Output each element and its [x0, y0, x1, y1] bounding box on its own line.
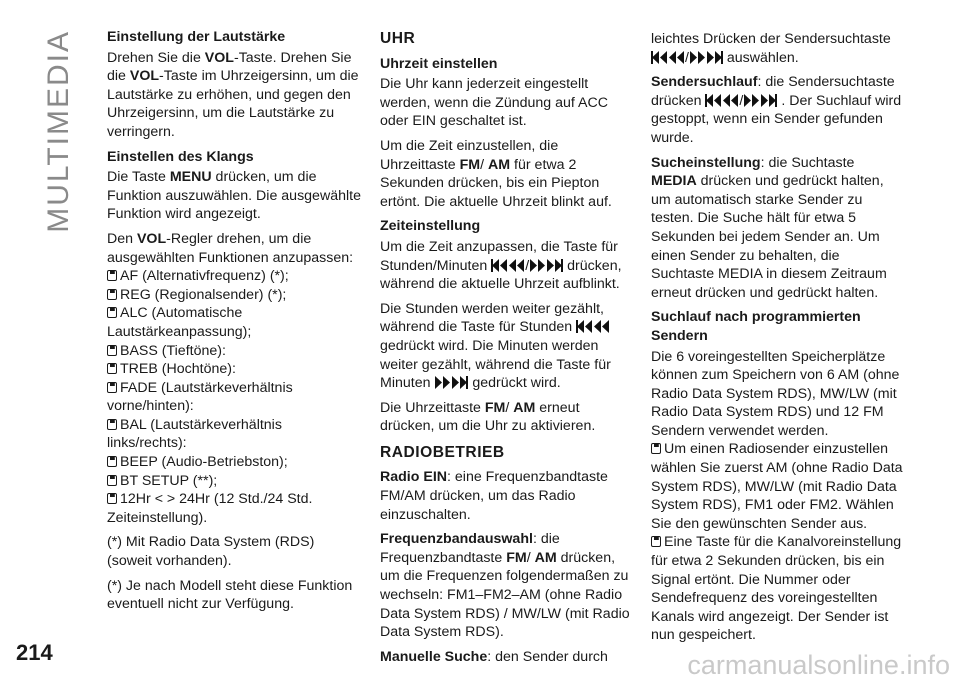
list-item: [107, 416, 361, 453]
list-item-text: FADE (Lautstärkeverhältnis vorne/hinten):: [107, 379, 293, 415]
checkbox-bullet-icon: [107, 363, 117, 374]
text: . Der Suchlauf wird gestoppt, wenn ein Sender gefunden wurde.: [651, 92, 902, 146]
text: drücken, während die aktuelle Uhrzeit aufblinkt.: [380, 257, 622, 293]
paragraph-station-seek: [651, 73, 904, 147]
list-item-text: TREB (Hochtöne):: [120, 361, 236, 378]
text: : die Frequenzbandtaste: [380, 531, 560, 566]
list-item-text: Um einen Radiosender einzustellen wählen Sie zuerst AM (ohne Radio Data System RDS), MW/LW (mit Radio Data System RDS), FM1 oder FM2. Wählen Sie den gewünschten Sender aus.: [651, 441, 903, 532]
text: Drehen Sie die: [107, 49, 205, 66]
checkbox-bullet-icon: [107, 456, 117, 467]
text: /: [525, 257, 530, 274]
term: Radio EIN: [380, 469, 448, 486]
seek-forward-icon: [743, 93, 777, 108]
list-item: [107, 267, 361, 286]
text: drücken, um die Funktion auszuwählen. Die ausgewählte Funktion wird angezeigt.: [107, 169, 361, 223]
heading-time-adjust: Zeiteinstellung: [380, 218, 481, 235]
key-fm: FM: [506, 549, 527, 566]
text: /: [505, 399, 514, 416]
text: Um die Zeit einzustellen, die Uhrzeittaste: [380, 137, 559, 173]
text: /: [526, 549, 535, 566]
section-title-clock: UHR: [380, 30, 416, 47]
list-item: [107, 304, 361, 341]
text: gedrückt wird.: [468, 375, 561, 392]
list-item-text: AF (Alternativfrequenz) (*);: [120, 268, 289, 285]
paragraph-scan: [651, 154, 904, 303]
paragraph-clock-activate: [380, 399, 630, 436]
list-item-text: BEEP (Audio-Betriebston);: [120, 454, 288, 471]
text: Den: [107, 230, 137, 247]
key-am: AM: [513, 399, 536, 416]
text: : eine Frequenzbandtaste FM/AM drücken, um das Radio einzuschalten.: [380, 469, 608, 523]
seek-back-icon: [491, 258, 525, 273]
key-fm: FM: [484, 399, 506, 416]
paragraph-clock-info: Die Uhr kann jederzeit eingestellt werden, wenn die Zündung auf ACC oder EIN geschaltet ist.: [380, 76, 608, 130]
term: Frequenzbandauswahl: [380, 531, 533, 548]
list-item: [107, 342, 361, 361]
section-title-radio: RADIOBETRIEB: [380, 443, 505, 461]
text: erneut drücken, um die Uhr zu aktivieren.: [380, 399, 596, 435]
list-item-text: BASS (Tieftöne):: [120, 342, 226, 359]
text: für etwa 2 Sekunden drücken, bis ein Piepton ertönt. Die aktuelle Uhrzeit blinkt auf.: [380, 156, 612, 210]
seek-forward-icon: [529, 258, 563, 273]
text: : die Suchtaste: [760, 154, 855, 171]
text: -Taste. Drehen Sie die: [107, 49, 352, 85]
text: Die Taste: [107, 169, 170, 186]
checkbox-bullet-icon: [107, 270, 117, 281]
paragraph-manual-search: [380, 648, 630, 667]
seek-back-icon: [576, 319, 610, 334]
list-item-text: ALC (Automatische Lautstärkeanpassung);: [107, 305, 252, 340]
list-item: [107, 490, 361, 527]
text: gedrückt wird. Die Minuten werden weiter gezählt, während die Taste für Minuten: [380, 337, 611, 392]
term: Sucheinstellung: [651, 154, 761, 171]
key-am: AM: [534, 549, 557, 566]
text: /: [739, 92, 744, 109]
page-number: 214: [16, 640, 53, 665]
text: drücken, um die Frequenzen folgendermaßen zu wechseln: FM1–FM2–AM (ohne Radio Data System RDS) / MW/LW (mit Radio Data System RDS).: [380, 549, 630, 641]
text: Um die Zeit anzupassen, die Taste für Stunden/Minuten: [380, 238, 618, 274]
footnote-model: (*) Je nach Modell steht diese Funktion eventuell nicht zur Verfügung.: [107, 577, 353, 613]
footnote-rds: (*) Mit Radio Data System (RDS) (soweit vorhanden).: [107, 534, 315, 570]
text: Die Uhrzeittaste: [380, 399, 485, 416]
list-item: [107, 472, 361, 491]
key-am: AM: [488, 156, 511, 173]
paragraph-presets: Die 6 voreingestellten Speicherplätze können zum Speichern von 6 AM (ohne Radio Data System RDS), MW/LW (mit Radio Data System RDS) und 12 FM Sendern verwendet werden.: [651, 348, 900, 439]
paragraph-hours-minutes: [380, 300, 630, 393]
list-item: [107, 360, 361, 379]
key-vol: VOL: [136, 230, 167, 247]
checkbox-bullet-icon: [107, 345, 117, 356]
paragraph-vol-adjust: [107, 230, 361, 267]
heading-preset-search: Suchlauf nach programmierten Sendern: [651, 309, 861, 344]
list-item-text: BT SETUP (**);: [120, 472, 218, 489]
key-vol: VOL: [204, 49, 234, 66]
list-item: [107, 286, 361, 305]
checkbox-bullet-icon: [107, 289, 117, 300]
list-item: [107, 453, 361, 472]
heading-volume: Einstellung der Lautstärke: [107, 29, 286, 45]
text: Die Stunden werden weiter gezählt, während die Taste für Stunden: [380, 300, 604, 336]
heading-sound: Einstellen des Klangs: [107, 148, 254, 165]
term: Sendersuchlauf: [651, 74, 758, 91]
text: /: [480, 156, 489, 173]
text: -Taste im Uhrzeigersinn, um die Lautstärke zu erhöhen, und gegen den Uhrzeigersinn, um die Lautstärke zu verringern.: [107, 68, 359, 140]
list-item-text: 12Hr < > 24Hr (12 Std./24 Std. Zeiteinstellung).: [107, 491, 313, 526]
text: -Regler drehen, um die ausgewählten Funktionen anzupassen:: [107, 230, 354, 266]
seek-forward-icon: [434, 375, 468, 390]
list-item: [651, 533, 904, 645]
column-1: [107, 28, 361, 620]
list-item-text: REG (Regionalsender) (*);: [120, 286, 287, 303]
column-3: [651, 30, 904, 645]
text: auswählen.: [722, 49, 799, 66]
paragraph-clock-set: [380, 137, 630, 211]
seek-back-icon: [705, 93, 739, 108]
checkbox-bullet-icon: [107, 493, 117, 504]
checkbox-bullet-icon: [651, 536, 661, 547]
paragraph-menu: [107, 168, 361, 224]
checkbox-bullet-icon: [651, 443, 661, 454]
seek-forward-icon: [689, 50, 723, 65]
checkbox-bullet-icon: [107, 419, 117, 430]
text: leichtes Drücken der Sendersuchtaste: [651, 31, 891, 47]
checkbox-bullet-icon: [107, 475, 117, 486]
list-item-text: BAL (Lautstärkeverhältnis links/rechts):: [107, 416, 282, 452]
paragraph-radio-on: [380, 468, 630, 524]
section-side-label: MULTIMEDIA: [42, 30, 75, 233]
key-media: MEDIA: [651, 173, 697, 190]
text: /: [685, 49, 689, 66]
checkbox-bullet-icon: [107, 382, 117, 393]
list-item: [107, 379, 361, 416]
seek-back-icon: [651, 50, 685, 65]
paragraph-seek-select: [651, 30, 904, 67]
key-vol: VOL: [129, 68, 160, 85]
heading-set-time: Uhrzeit einstellen: [380, 55, 498, 72]
watermark: carmanualsonline.info: [687, 650, 950, 680]
list-item: [651, 440, 904, 533]
text: : den Sender durch: [487, 648, 608, 665]
text: : die Sendersuchtaste drücken: [651, 74, 895, 109]
term: Manuelle Suche: [380, 648, 488, 665]
list-item-text: Eine Taste für die Kanalvoreinstellung für etwa 2 Sekunden drücken, bis ein Signal ertönt. Die Nummer oder Sendefrequenz des voreingestellten Kanals wird angezeigt. Der Sender ist nun gespeichert.: [651, 534, 902, 644]
column-2: [380, 30, 630, 672]
key-menu: MENU: [169, 169, 212, 186]
key-fm: FM: [459, 156, 481, 173]
text: drücken und gedrückt halten, um automatisch starke Sender zu testen. Die Suche hält für etwa 5 Sekunden bei jedem Sender an. Um einen Sender zu behalten, die Suchtaste MEDIA in diesem Zeitraum erneut drücken und gedrückt halten.: [651, 173, 887, 301]
checkbox-bullet-icon: [107, 307, 117, 318]
paragraph-volume: [107, 49, 361, 142]
paragraph-time-adjust: [380, 238, 630, 294]
paragraph-band-select: [380, 530, 630, 642]
